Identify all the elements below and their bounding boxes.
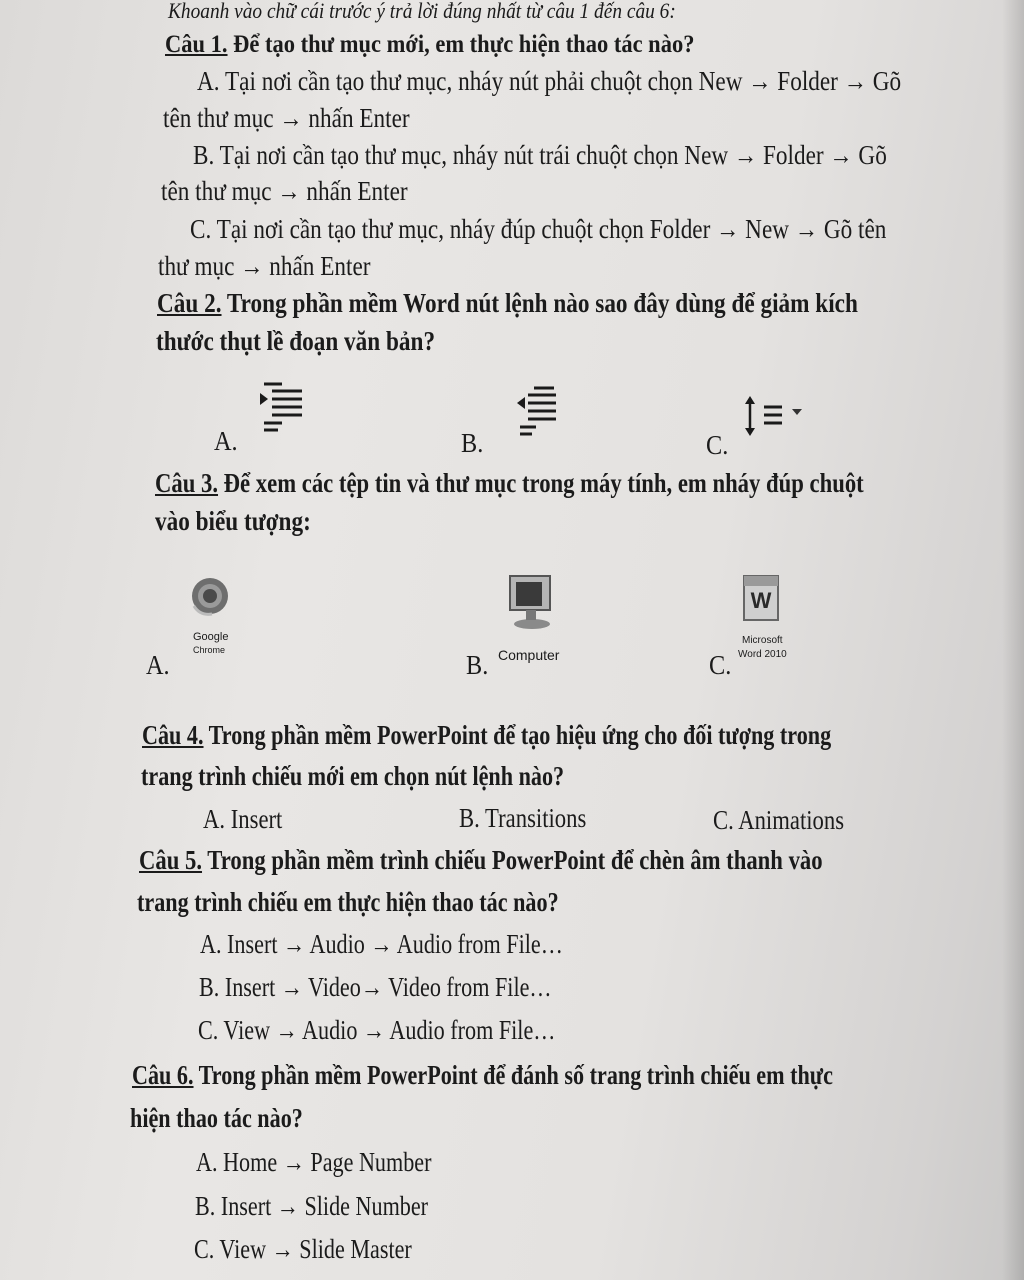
question-6-text: Trong phần mềm PowerPoint để đánh số trang trình chiếu em thực — [193, 1060, 833, 1090]
question-2-line2: thước thụt lề đoạn văn bản? — [156, 326, 436, 356]
q1-option-a-line2: tên thư mục → nhấn Enter — [163, 103, 410, 133]
word-label-2: Word 2010 — [738, 649, 787, 660]
q2-option-c: C. — [706, 430, 729, 460]
question-5-text: Trong phần mềm trình chiếu PowerPoint để chèn âm thanh vào — [202, 845, 823, 875]
q1-option-c-line1: C. Tại nơi cần tạo thư mục, nháy đúp chuột chọn Folder → New → Gõ tên — [190, 214, 887, 244]
word-icon-letter: W — [750, 588, 772, 613]
page-shadow — [1002, 0, 1024, 1280]
q1-option-b-line1: B. Tại nơi cần tạo thư mục, nháy nút trái chuột chọn New → Folder → Gõ — [193, 140, 887, 170]
question-5-line2: trang trình chiếu em thực hiện thao tác nào? — [137, 887, 559, 917]
question-4-line2: trang trình chiếu mới em chọn nút lệnh nào? — [141, 761, 565, 791]
question-6-line2: hiện thao tác nào? — [130, 1103, 303, 1133]
word-label-1: Microsoft — [742, 635, 783, 646]
q6-option-c: C. View → Slide Master — [194, 1234, 412, 1264]
decrease-indent-icon — [514, 384, 562, 442]
question-5-number: Câu 5. — [139, 845, 203, 875]
chrome-icon — [190, 576, 230, 618]
q2-option-a: A. — [214, 426, 238, 456]
question-2-text: Trong phần mềm Word nút lệnh nào sao đây dùng để giảm kích — [221, 288, 858, 318]
q6-option-b: B. Insert → Slide Number — [195, 1191, 429, 1221]
question-3 — [155, 470, 864, 497]
q5-option-a: A. Insert → Audio → Audio from File… — [200, 929, 563, 959]
question-3-number: Câu 3. — [155, 468, 219, 498]
q1-option-c-line2: thư mục → nhấn Enter — [158, 251, 371, 281]
question-3-text: Để xem các tệp tin và thư mục trong máy tính, em nháy đúp chuột — [218, 468, 864, 498]
q5-option-c: C. View → Audio → Audio from File… — [198, 1015, 556, 1045]
question-4-text: Trong phần mềm PowerPoint để tạo hiệu ứng cho đối tượng trong — [203, 720, 832, 750]
q6-option-a: A. Home → Page Number — [196, 1147, 432, 1177]
increase-indent-icon — [258, 380, 306, 438]
chrome-label-2: Chrome — [193, 645, 226, 655]
q1-option-a-line1: A. Tại nơi cần tạo thư mục, nháy nút phải chuột chọn New → Folder → Gõ — [197, 66, 902, 96]
question-3-line2: vào biểu tượng: — [155, 506, 311, 536]
q2-option-b: B. — [461, 428, 484, 458]
question-4-number: Câu 4. — [142, 720, 204, 750]
question-2-number: Câu 2. — [157, 288, 222, 318]
q4-option-a: A. Insert — [203, 804, 283, 834]
word-icon — [742, 574, 782, 626]
question-5 — [139, 847, 823, 874]
line-spacing-icon — [742, 394, 808, 438]
q1-option-b-line2: tên thư mục → nhấn Enter — [161, 176, 408, 206]
question-2 — [157, 290, 858, 317]
q4-option-c: C. Animations — [713, 805, 845, 835]
q5-option-b: B. Insert → Video→ Video from File… — [199, 972, 552, 1002]
q3-option-b: B. — [466, 650, 489, 680]
q4-option-b: B. Transitions — [459, 803, 587, 833]
question-4 — [142, 722, 831, 749]
q3-option-c: C. — [709, 650, 732, 680]
computer-icon — [506, 572, 556, 632]
instructions: Khoanh vào chữ cái trước ý trả lời đúng nhất từ câu 1 đến câu 6: — [168, 0, 676, 23]
chrome-label-1: Google — [193, 631, 229, 643]
question-1-number: Câu 1. — [165, 31, 228, 58]
question-1-text: Để tạo thư mục mới, em thực hiện thao tác nào? — [227, 31, 695, 58]
question-1 — [165, 32, 694, 57]
computer-label: Computer — [498, 647, 560, 663]
question-6-number: Câu 6. — [132, 1060, 194, 1090]
question-6 — [132, 1062, 833, 1089]
q3-option-a: A. — [146, 650, 170, 680]
